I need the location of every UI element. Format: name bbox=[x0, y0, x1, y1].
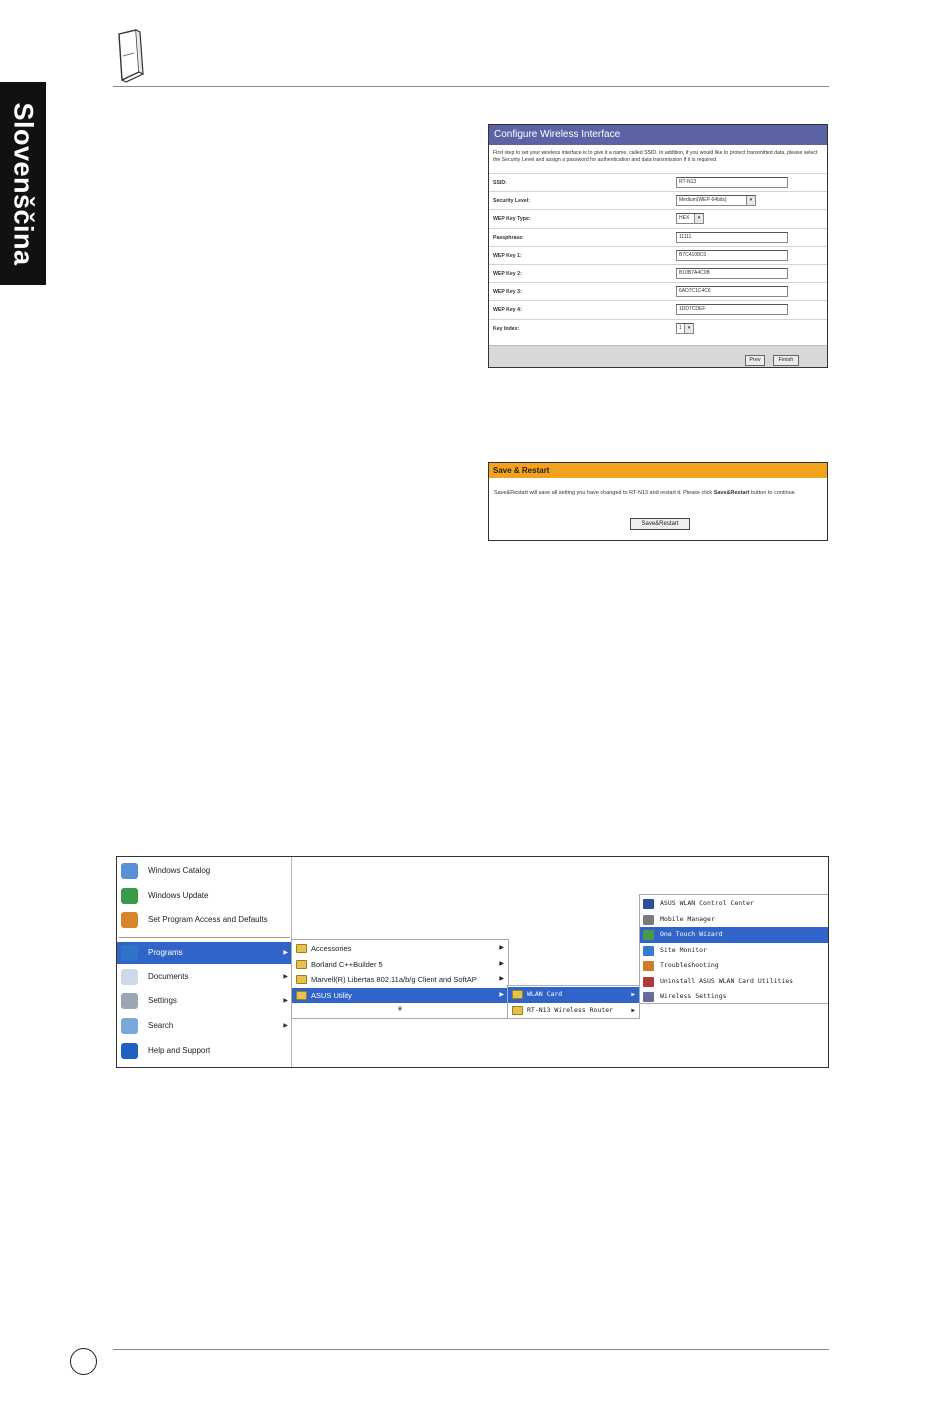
text-field[interactable] bbox=[676, 304, 788, 315]
router-device-icon bbox=[112, 28, 148, 84]
save-restart-panel bbox=[488, 462, 828, 541]
start-menu-left-pane bbox=[117, 857, 292, 1067]
programs-submenu-item[interactable] bbox=[292, 988, 508, 1004]
start-menu-item-label: Windows Update bbox=[148, 891, 209, 900]
start-menu-item[interactable] bbox=[117, 885, 292, 907]
start-menu-item[interactable] bbox=[117, 1015, 292, 1037]
control-center-icon bbox=[643, 899, 654, 909]
form-row bbox=[489, 319, 827, 337]
windows-catalog-icon bbox=[121, 863, 138, 879]
field-label: Security Level: bbox=[493, 198, 530, 205]
save-restart-button[interactable]: Save&Restart bbox=[630, 518, 690, 530]
folder-icon bbox=[296, 944, 307, 953]
field-label: WEP Key 3: bbox=[493, 289, 522, 296]
field-value: 6AD7C1C4C6 bbox=[679, 288, 711, 295]
menu-separator bbox=[119, 937, 290, 938]
chevron-right-icon: ▶ bbox=[283, 998, 288, 1004]
submenu-item-label: Marvell(R) Libertas 802.11a/b/g Client and SoftAP bbox=[311, 975, 477, 984]
submenu-item-label: Borland C++Builder 5 bbox=[311, 959, 383, 969]
wlan-submenu-item[interactable] bbox=[640, 927, 829, 943]
form-row bbox=[489, 191, 827, 209]
form-row bbox=[489, 300, 827, 318]
chevron-right-icon: ▶ bbox=[499, 991, 504, 998]
asus-submenu-item[interactable] bbox=[508, 1003, 639, 1019]
start-menu-item-label: Programs bbox=[148, 948, 183, 957]
field-value: B7C4108C0 bbox=[679, 251, 707, 258]
configure-wireless-panel bbox=[488, 124, 828, 368]
start-menu-item-label: Windows Catalog bbox=[148, 866, 211, 875]
form-row bbox=[489, 173, 827, 191]
wlan-submenu-item[interactable] bbox=[640, 896, 829, 912]
form-row bbox=[489, 264, 827, 282]
programs-icon bbox=[121, 945, 138, 961]
folder-icon bbox=[296, 975, 307, 984]
form-row bbox=[489, 209, 827, 227]
header-rule bbox=[113, 86, 829, 87]
chevron-right-icon: ▶ bbox=[631, 991, 635, 998]
wlan-submenu-item[interactable] bbox=[640, 943, 829, 959]
start-menu-item-label: Documents bbox=[148, 972, 189, 981]
panel-button-bar bbox=[489, 345, 827, 367]
start-menu-screenshot bbox=[116, 856, 829, 1068]
field-label: WEP Key 1: bbox=[493, 252, 522, 259]
text-field[interactable] bbox=[676, 232, 788, 243]
start-menu-item[interactable] bbox=[117, 860, 292, 882]
field-label: WEP Key 4: bbox=[493, 307, 522, 314]
search-icon bbox=[121, 1018, 138, 1034]
save-desc-bold: Save&Restart bbox=[713, 490, 750, 496]
chevron-right-icon: ▶ bbox=[283, 974, 288, 980]
form-row bbox=[489, 228, 827, 246]
field-value: 11111 bbox=[679, 233, 692, 240]
start-menu-item[interactable] bbox=[117, 1040, 292, 1062]
chevron-right-icon: ▶ bbox=[499, 976, 504, 982]
chevron-right-icon: ▶ bbox=[631, 1007, 635, 1014]
field-label: WEP Key 2: bbox=[493, 270, 522, 277]
uninstall-icon bbox=[643, 977, 654, 987]
field-value: 1 bbox=[679, 324, 682, 331]
wlan-submenu-item[interactable] bbox=[640, 989, 829, 1005]
footer-rule bbox=[113, 1349, 829, 1350]
field-value: RT-N13 bbox=[679, 179, 697, 185]
form-row bbox=[489, 246, 827, 264]
page-number-circle bbox=[70, 1348, 97, 1375]
troubleshooting-icon bbox=[643, 961, 654, 971]
field-label: WEP Key Type: bbox=[493, 216, 531, 223]
finish-button[interactable]: Finish bbox=[773, 355, 799, 366]
chevron-right-icon: ▶ bbox=[283, 950, 288, 956]
start-menu-item-label: Set Program Access and Defaults bbox=[148, 915, 268, 924]
field-label: Passphrase: bbox=[493, 234, 524, 241]
form-row bbox=[489, 282, 827, 300]
folder-icon bbox=[512, 1006, 523, 1015]
language-side-tab bbox=[0, 82, 46, 285]
save-desc-text: Save&Restart will save all setting you have changed to RT-N13 and restart it. Please click bbox=[494, 490, 714, 496]
select-field[interactable] bbox=[676, 195, 756, 206]
panel-title: Configure Wireless Interface bbox=[489, 125, 827, 145]
wlan-submenu-item[interactable] bbox=[640, 974, 829, 990]
save-panel-description bbox=[489, 478, 827, 497]
chevron-right-icon: ▶ bbox=[283, 1023, 288, 1029]
field-value: B10B7A4C0B bbox=[679, 269, 710, 276]
submenu-item-label: One Touch Wizard bbox=[660, 930, 723, 938]
programs-submenu-item[interactable] bbox=[292, 957, 508, 973]
select-field[interactable] bbox=[676, 323, 694, 334]
language-label: Slovenščina bbox=[8, 101, 39, 266]
chevron-right-icon: ▶ bbox=[499, 960, 504, 967]
start-menu-item-label: Help and Support bbox=[148, 1046, 211, 1055]
start-menu-item-label: Settings bbox=[148, 996, 177, 1005]
field-label: SSID: bbox=[493, 180, 507, 186]
folder-icon bbox=[296, 960, 307, 969]
submenu-item-label: Site Monitor bbox=[660, 945, 707, 954]
text-field[interactable] bbox=[676, 250, 788, 261]
submenu-item-label: Troubleshooting bbox=[660, 961, 719, 969]
save-panel-title: Save & Restart bbox=[489, 463, 827, 478]
chevron-down-icon: ▾ bbox=[694, 214, 703, 223]
folder-icon bbox=[512, 990, 523, 999]
submenu-item-label: ASUS WLAN Control Center bbox=[660, 899, 754, 907]
settings-icon bbox=[121, 993, 138, 1009]
field-value: 1DD7CDEF bbox=[679, 306, 706, 313]
submenu-item-label: Wireless Settings bbox=[660, 992, 727, 1000]
start-menu-item[interactable] bbox=[117, 942, 292, 964]
wlan-submenu-item[interactable] bbox=[640, 912, 829, 928]
asus-submenu-item[interactable] bbox=[508, 987, 639, 1003]
chevron-right-icon: ▶ bbox=[499, 945, 504, 951]
submenu-item-label: Uninstall ASUS WLAN Card Utilities bbox=[660, 976, 794, 985]
field-value: Medium(WEP-64bits) bbox=[679, 197, 727, 204]
mobile-manager-icon bbox=[643, 915, 654, 925]
start-menu-item[interactable] bbox=[117, 990, 292, 1012]
start-menu-item[interactable] bbox=[117, 966, 292, 988]
text-field[interactable] bbox=[676, 286, 788, 297]
site-monitor-icon bbox=[643, 946, 654, 956]
field-label: Key Index: bbox=[493, 325, 520, 332]
asus-utility-submenu bbox=[507, 985, 640, 1019]
submenu-item-label: WLAN Card bbox=[527, 990, 563, 998]
help-icon bbox=[121, 1043, 138, 1059]
wlan-card-submenu bbox=[639, 894, 829, 1004]
wireless-settings-icon bbox=[643, 992, 654, 1002]
programs-submenu-item[interactable] bbox=[292, 941, 508, 957]
text-field[interactable] bbox=[676, 268, 788, 279]
programs-submenu-item[interactable] bbox=[292, 972, 508, 988]
folder-icon bbox=[296, 991, 307, 1000]
submenu-item-label: Mobile Manager bbox=[660, 914, 715, 923]
save-desc-end: button to continue. bbox=[749, 490, 797, 496]
select-field[interactable] bbox=[676, 213, 704, 224]
submenu-item-label: RT-N13 Wireless Router bbox=[527, 1006, 614, 1014]
windows-update-icon bbox=[121, 888, 138, 904]
programs-submenu bbox=[291, 939, 509, 1019]
programs-more-chevron[interactable]: ¥ bbox=[398, 1006, 402, 1013]
start-menu-item-label: Search bbox=[148, 1021, 174, 1030]
wizard-icon bbox=[643, 930, 654, 940]
prev-button[interactable]: Prev bbox=[745, 355, 765, 366]
program-access-icon bbox=[121, 912, 138, 928]
submenu-item-label: ASUS Utility bbox=[311, 990, 352, 1000]
text-field[interactable] bbox=[676, 177, 788, 188]
field-value: HEX bbox=[679, 215, 690, 222]
chevron-down-icon: ▾ bbox=[684, 324, 693, 333]
submenu-item-label: Accessories bbox=[311, 944, 352, 953]
documents-icon bbox=[121, 969, 138, 985]
panel-description: First step to set your wireless interface is to give it a name, called SSID. In addition, if you would like to protect transmitted data, please select the Security Level and assign a password for authentication and data transmission if it is required. bbox=[493, 150, 818, 163]
start-menu-item[interactable] bbox=[117, 909, 292, 931]
wlan-submenu-item[interactable] bbox=[640, 958, 829, 974]
chevron-down-icon: ▾ bbox=[746, 196, 755, 205]
